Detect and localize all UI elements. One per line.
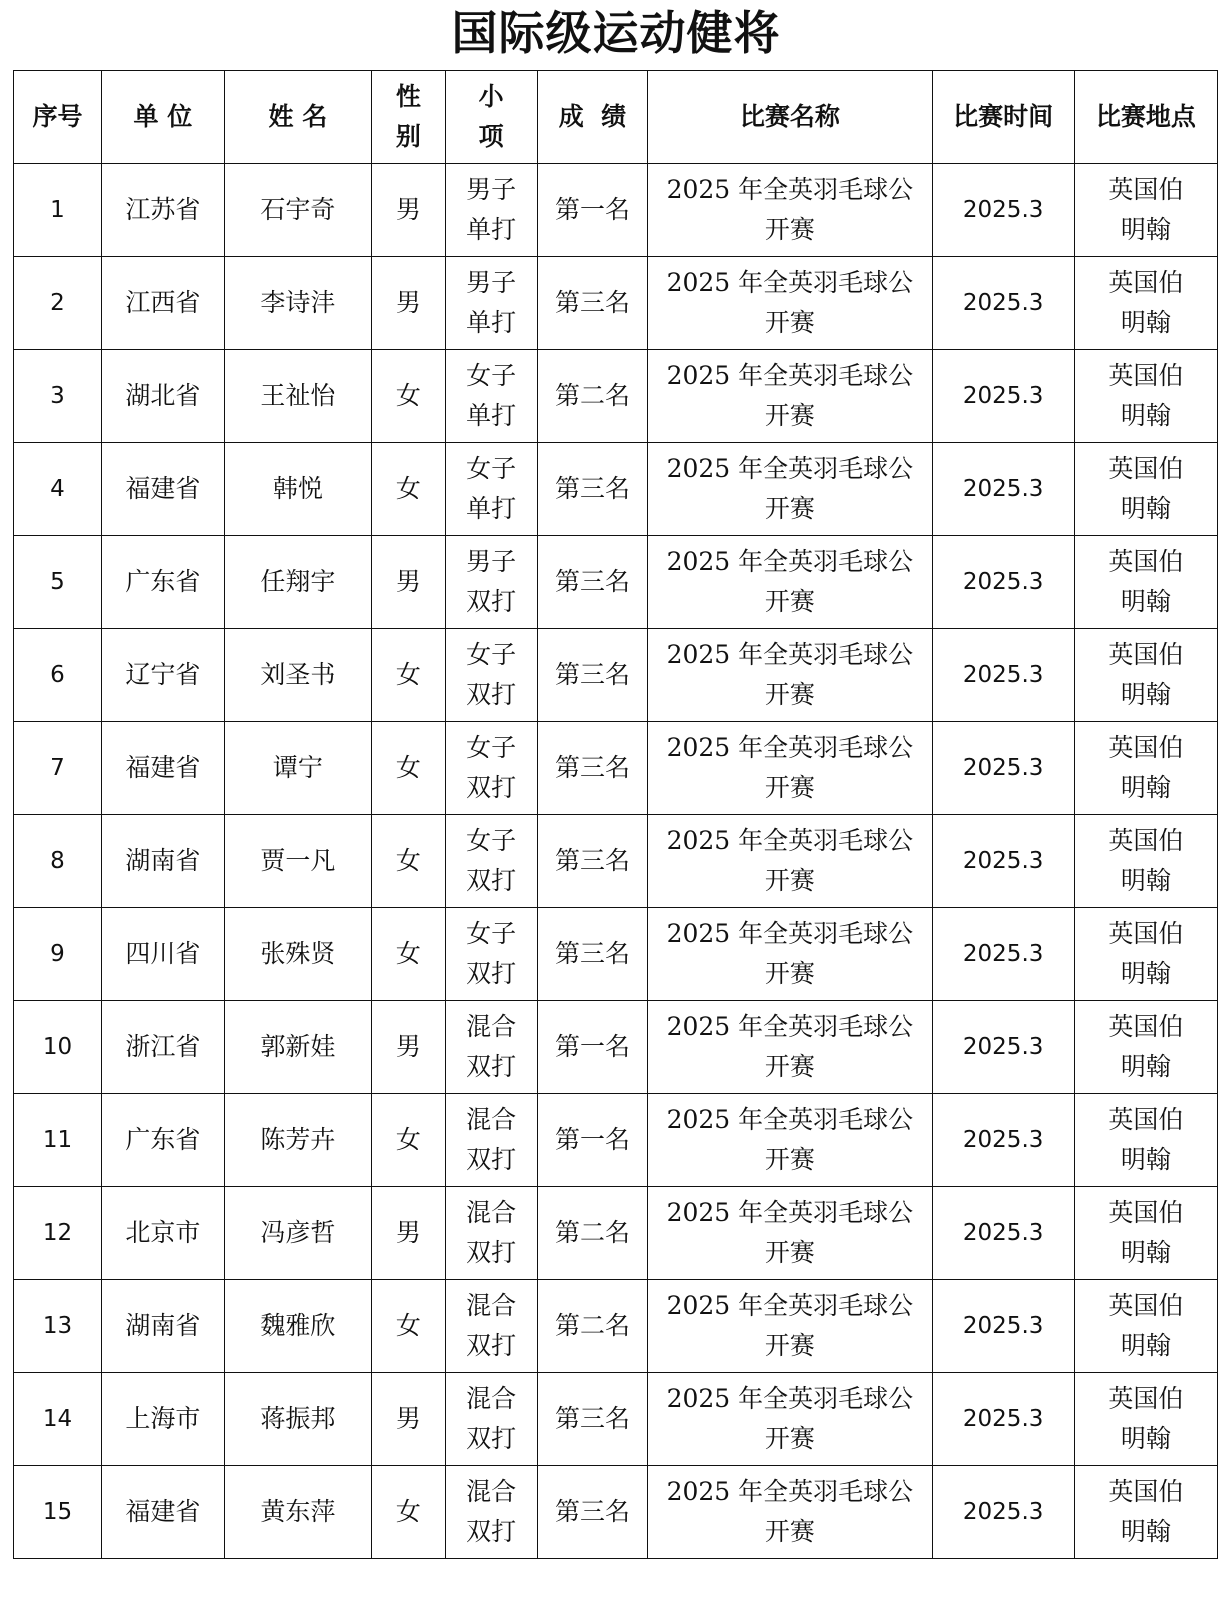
header-gender (372, 71, 446, 164)
cell-competition (648, 1280, 932, 1373)
cell-place-text: 英国伯明翰 (1108, 919, 1184, 988)
cell-result: 第三名 (537, 629, 647, 722)
cell-competition-text: 2025 年全英羽毛球公开赛 (666, 1477, 914, 1546)
cell-gender: 男 (372, 257, 446, 350)
cell-unit: 福建省 (101, 443, 224, 536)
cell-result: 第三名 (537, 722, 647, 815)
cell-index: 14 (14, 1373, 102, 1466)
cell-result: 第三名 (537, 815, 647, 908)
cell-competition-text: 2025 年全英羽毛球公开赛 (666, 1105, 914, 1174)
cell-unit: 江西省 (101, 257, 224, 350)
cell-name: 蒋振邦 (224, 1373, 371, 1466)
cell-index: 3 (14, 350, 102, 443)
cell-index: 12 (14, 1187, 102, 1280)
cell-time: 2025.3 (932, 350, 1074, 443)
cell-place (1074, 443, 1217, 536)
cell-gender: 女 (372, 1280, 446, 1373)
cell-competition-text: 2025 年全英羽毛球公开赛 (666, 1384, 914, 1453)
header-competition: 比赛名称 (648, 71, 932, 164)
cell-event-text: 混合双打 (466, 1105, 517, 1174)
cell-competition-text: 2025 年全英羽毛球公开赛 (666, 1291, 914, 1360)
table-row (14, 815, 1218, 908)
cell-event-text: 混合双打 (466, 1198, 517, 1267)
cell-place-text: 英国伯明翰 (1108, 1105, 1184, 1174)
cell-time: 2025.3 (932, 443, 1074, 536)
cell-competition (648, 908, 932, 1001)
cell-competition-text: 2025 年全英羽毛球公开赛 (666, 454, 914, 523)
cell-place (1074, 1187, 1217, 1280)
cell-gender: 男 (372, 164, 446, 257)
cell-gender: 女 (372, 722, 446, 815)
cell-gender: 女 (372, 1466, 446, 1559)
cell-event-text: 女子双打 (466, 826, 517, 895)
cell-name: 王祉怡 (224, 350, 371, 443)
cell-index: 11 (14, 1094, 102, 1187)
header-unit: 单 位 (101, 71, 224, 164)
cell-event (445, 536, 537, 629)
cell-index: 13 (14, 1280, 102, 1373)
cell-place-text: 英国伯明翰 (1108, 1384, 1184, 1453)
cell-gender: 男 (372, 1373, 446, 1466)
cell-time: 2025.3 (932, 1094, 1074, 1187)
cell-index: 5 (14, 536, 102, 629)
cell-gender: 女 (372, 1094, 446, 1187)
cell-event (445, 1187, 537, 1280)
cell-unit: 湖南省 (101, 1280, 224, 1373)
cell-event (445, 1094, 537, 1187)
cell-event-text: 男子单打 (466, 175, 517, 244)
cell-competition (648, 350, 932, 443)
table-row (14, 350, 1218, 443)
cell-index: 15 (14, 1466, 102, 1559)
cell-gender: 男 (372, 536, 446, 629)
cell-index: 1 (14, 164, 102, 257)
table-row (14, 164, 1218, 257)
cell-gender: 女 (372, 629, 446, 722)
cell-unit: 福建省 (101, 1466, 224, 1559)
cell-place-text: 英国伯明翰 (1108, 1012, 1184, 1081)
cell-unit: 上海市 (101, 1373, 224, 1466)
cell-gender: 女 (372, 908, 446, 1001)
cell-competition (648, 164, 932, 257)
cell-event-text: 女子双打 (466, 733, 517, 802)
cell-result: 第二名 (537, 350, 647, 443)
cell-place (1074, 1466, 1217, 1559)
cell-result: 第三名 (537, 1373, 647, 1466)
cell-result: 第一名 (537, 164, 647, 257)
cell-competition-text: 2025 年全英羽毛球公开赛 (666, 640, 914, 709)
table-row (14, 443, 1218, 536)
athlete-table (13, 70, 1218, 1559)
cell-place (1074, 722, 1217, 815)
cell-result: 第二名 (537, 1280, 647, 1373)
cell-place (1074, 629, 1217, 722)
cell-competition (648, 443, 932, 536)
header-event-label: 小项 (478, 82, 504, 151)
cell-time: 2025.3 (932, 1001, 1074, 1094)
cell-event (445, 257, 537, 350)
cell-place-text: 英国伯明翰 (1108, 547, 1184, 616)
header-index: 序号 (14, 71, 102, 164)
cell-place-text: 英国伯明翰 (1108, 454, 1184, 523)
cell-unit: 广东省 (101, 536, 224, 629)
table-row (14, 1187, 1218, 1280)
table-row (14, 629, 1218, 722)
cell-place (1074, 1280, 1217, 1373)
cell-competition-text: 2025 年全英羽毛球公开赛 (666, 547, 914, 616)
cell-unit: 辽宁省 (101, 629, 224, 722)
cell-event (445, 722, 537, 815)
table-row (14, 1373, 1218, 1466)
cell-place-text: 英国伯明翰 (1108, 733, 1184, 802)
cell-place-text: 英国伯明翰 (1108, 1198, 1184, 1267)
header-gender-label: 性别 (395, 82, 421, 151)
cell-event-text: 男子双打 (466, 547, 517, 616)
cell-competition (648, 536, 932, 629)
cell-event-text: 女子单打 (466, 454, 517, 523)
cell-time: 2025.3 (932, 1187, 1074, 1280)
header-result: 成 绩 (537, 71, 647, 164)
cell-competition (648, 1187, 932, 1280)
table-row (14, 1094, 1218, 1187)
cell-gender: 男 (372, 1187, 446, 1280)
cell-competition (648, 1001, 932, 1094)
cell-result: 第一名 (537, 1001, 647, 1094)
cell-name: 魏雅欣 (224, 1280, 371, 1373)
cell-competition (648, 257, 932, 350)
table-row (14, 908, 1218, 1001)
cell-competition (648, 629, 932, 722)
cell-place (1074, 1094, 1217, 1187)
cell-name: 刘圣书 (224, 629, 371, 722)
cell-result: 第三名 (537, 536, 647, 629)
cell-competition-text: 2025 年全英羽毛球公开赛 (666, 1012, 914, 1081)
cell-place (1074, 908, 1217, 1001)
cell-event (445, 1280, 537, 1373)
cell-place-text: 英国伯明翰 (1108, 268, 1184, 337)
cell-time: 2025.3 (932, 257, 1074, 350)
cell-place-text: 英国伯明翰 (1108, 361, 1184, 430)
cell-time: 2025.3 (932, 629, 1074, 722)
cell-place (1074, 1001, 1217, 1094)
table-row (14, 1280, 1218, 1373)
cell-unit: 广东省 (101, 1094, 224, 1187)
cell-time: 2025.3 (932, 536, 1074, 629)
cell-place-text: 英国伯明翰 (1108, 826, 1184, 895)
cell-name: 任翔宇 (224, 536, 371, 629)
table-row (14, 1001, 1218, 1094)
cell-time: 2025.3 (932, 164, 1074, 257)
cell-competition-text: 2025 年全英羽毛球公开赛 (666, 175, 914, 244)
cell-time: 2025.3 (932, 1373, 1074, 1466)
cell-name: 张殊贤 (224, 908, 371, 1001)
table-row (14, 722, 1218, 815)
cell-event-text: 女子双打 (466, 919, 517, 988)
cell-gender: 女 (372, 350, 446, 443)
cell-place (1074, 536, 1217, 629)
cell-unit: 江苏省 (101, 164, 224, 257)
cell-competition-text: 2025 年全英羽毛球公开赛 (666, 1198, 914, 1267)
cell-time: 2025.3 (932, 722, 1074, 815)
cell-event-text: 女子单打 (466, 361, 517, 430)
table-body (14, 164, 1218, 1559)
cell-event (445, 443, 537, 536)
cell-place (1074, 164, 1217, 257)
cell-result: 第一名 (537, 1094, 647, 1187)
header-time: 比赛时间 (932, 71, 1074, 164)
cell-name: 李诗沣 (224, 257, 371, 350)
cell-name: 陈芳卉 (224, 1094, 371, 1187)
cell-index: 7 (14, 722, 102, 815)
cell-competition-text: 2025 年全英羽毛球公开赛 (666, 826, 914, 895)
cell-index: 8 (14, 815, 102, 908)
cell-place-text: 英国伯明翰 (1108, 1477, 1184, 1546)
cell-place (1074, 257, 1217, 350)
cell-unit: 福建省 (101, 722, 224, 815)
header-name: 姓 名 (224, 71, 371, 164)
cell-competition (648, 1466, 932, 1559)
cell-event (445, 1373, 537, 1466)
cell-place (1074, 1373, 1217, 1466)
cell-time: 2025.3 (932, 1280, 1074, 1373)
cell-event-text: 男子单打 (466, 268, 517, 337)
table-row (14, 1466, 1218, 1559)
header-place: 比赛地点 (1074, 71, 1217, 164)
cell-time: 2025.3 (932, 815, 1074, 908)
cell-index: 2 (14, 257, 102, 350)
cell-name: 冯彦哲 (224, 1187, 371, 1280)
cell-unit: 浙江省 (101, 1001, 224, 1094)
cell-unit: 四川省 (101, 908, 224, 1001)
page-title: 国际级运动健将 (451, 6, 781, 60)
header-event (445, 71, 537, 164)
cell-index: 9 (14, 908, 102, 1001)
cell-event (445, 629, 537, 722)
cell-competition-text: 2025 年全英羽毛球公开赛 (666, 361, 914, 430)
cell-event-text: 混合双打 (466, 1384, 517, 1453)
cell-time: 2025.3 (932, 1466, 1074, 1559)
cell-index: 4 (14, 443, 102, 536)
cell-unit: 湖北省 (101, 350, 224, 443)
cell-gender: 女 (372, 815, 446, 908)
cell-competition-text: 2025 年全英羽毛球公开赛 (666, 919, 914, 988)
cell-competition (648, 815, 932, 908)
cell-event-text: 混合双打 (466, 1012, 517, 1081)
cell-result: 第三名 (537, 443, 647, 536)
cell-event (445, 350, 537, 443)
cell-name: 石宇奇 (224, 164, 371, 257)
cell-gender: 女 (372, 443, 446, 536)
cell-competition (648, 1373, 932, 1466)
cell-unit: 北京市 (101, 1187, 224, 1280)
cell-result: 第三名 (537, 1466, 647, 1559)
cell-competition-text: 2025 年全英羽毛球公开赛 (666, 268, 914, 337)
cell-result: 第二名 (537, 1187, 647, 1280)
cell-event (445, 1001, 537, 1094)
cell-event-text: 混合双打 (466, 1291, 517, 1360)
cell-event (445, 908, 537, 1001)
cell-place-text: 英国伯明翰 (1108, 1291, 1184, 1360)
table-row (14, 536, 1218, 629)
table-row (14, 257, 1218, 350)
cell-name: 黄东萍 (224, 1466, 371, 1559)
cell-index: 10 (14, 1001, 102, 1094)
cell-event (445, 164, 537, 257)
cell-result: 第三名 (537, 908, 647, 1001)
cell-event-text: 女子双打 (466, 640, 517, 709)
cell-name: 谭宁 (224, 722, 371, 815)
cell-event-text: 混合双打 (466, 1477, 517, 1546)
cell-place-text: 英国伯明翰 (1108, 640, 1184, 709)
cell-competition (648, 722, 932, 815)
cell-competition (648, 1094, 932, 1187)
cell-name: 贾一凡 (224, 815, 371, 908)
cell-place (1074, 815, 1217, 908)
cell-event (445, 1466, 537, 1559)
cell-place-text: 英国伯明翰 (1108, 175, 1184, 244)
table-header-row (14, 71, 1218, 164)
cell-name: 郭新娃 (224, 1001, 371, 1094)
cell-gender: 男 (372, 1001, 446, 1094)
cell-name: 韩悦 (224, 443, 371, 536)
cell-time: 2025.3 (932, 908, 1074, 1001)
cell-unit: 湖南省 (101, 815, 224, 908)
cell-result: 第三名 (537, 257, 647, 350)
cell-index: 6 (14, 629, 102, 722)
cell-event (445, 815, 537, 908)
cell-place (1074, 350, 1217, 443)
cell-competition-text: 2025 年全英羽毛球公开赛 (666, 733, 914, 802)
